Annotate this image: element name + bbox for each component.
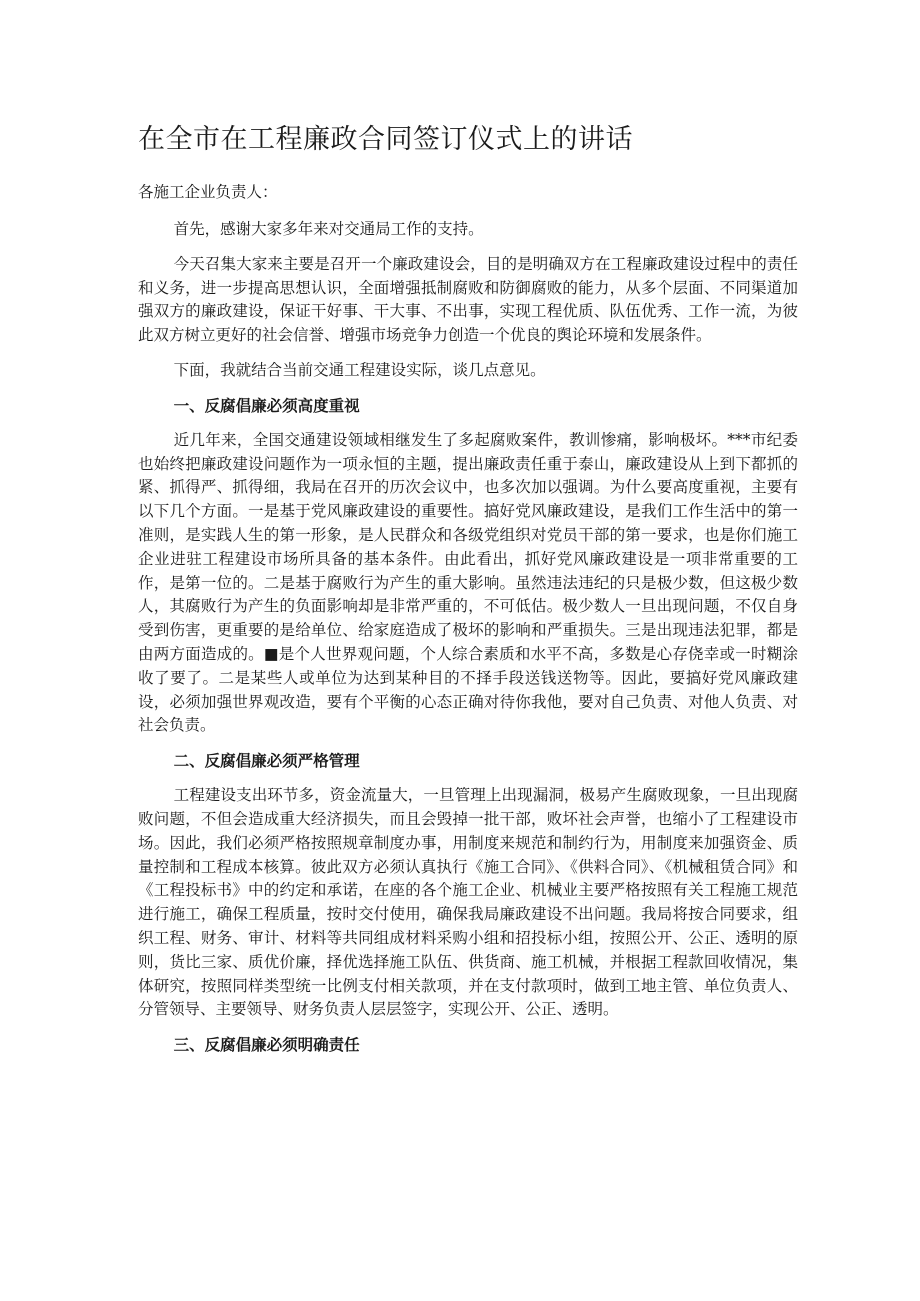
document-page [138,118,798,1068]
intro-paragraph-3: 下面，我就结合当前交通工程建设实际，谈几点意见。 [173,360,546,379]
intro-paragraph-1: 首先，感谢大家多年来对交通局工作的支持。 [173,220,484,238]
intro-paragraph-2: 今天召集大家来主要是召开一个廉政建设会，目的是明确双方在工程廉政建设过程中的责任和义务，进一步提高思想认识，全面增强抵制腐败和防御腐败的能力，从多个层面、不同渠道加强双方的廉政建设，保证干好事、干大事、不出事，实现工程优质、队伍优秀、工作一流，为彼此双方树立更好的社会信誉、增强市场竞争力创造一个优良的舆论环境和发展条件。 [138,254,798,345]
section-heading-3: 三、反腐倡廉必须明确责任 [173,1035,360,1055]
section-heading-2: 二、反腐倡廉必须严格管理 [173,751,360,771]
document-title: 在全市在工程廉政合同签订仪式上的讲话 [138,124,633,155]
section-heading-1: 一、反腐倡廉必须高度重视 [173,395,360,415]
section-2-paragraph: 工程建设支出环节多，资金流量大，一旦管理上出现漏洞，极易产生腐败现象，一旦出现腐败问题，不但会造成重大经济损失，而且会毁掉一批干部，败坏社会声誉，也缩小了工程建设市场。因此，我们必须严格按照规章制度办事，用制度来规范和制约行为，用制度来加强资金、质量控制和工程成本核算。彼此双方必须认真执行《施工合同》、《供料合同》、《机械租赁合同》和《工程投标书》中的约定和承诺，在座的各个施工企业、机械业主要严格按照有关工程施工规范进行施工，确保工程质量，按时交付使用，确保我局廉政建设不出问题。我局将按合同要求，组织工程、财务、审计、材料等共同组成材料采购小组和招投标小组，按照公开、公正、透明的原则，货比三家、质优价廉，择优选择施工队伍、供货商、施工机械，并根据工程款回收情况，集体研究，按照同样类型统一比例支付相关款项，并在支付款项时，做到工地主管、单位负责人、分管领导、主要领导、财务负责人层层签字，实现公开、公正、透明。 [138,786,798,1019]
section-1-paragraph: 近几年来，全国交通建设领域相继发生了多起腐败案件，教训惨痛，影响极坏。***市纪委也始终把廉政建设问题作为一项永恒的主题，提出廉政责任重于泰山，廉政建设从上到下都抓的紧、抓得严、抓得细，我局在召开的历次会议中，也多次加以强调。为什么要高度重视，主要有以下几个方面。一是基于党风廉政建设的重要性。搞好党风廉政建设，是我们工作生活中的第一准则，是实践人生的第一形象，是人民群众和各级党组织对党员干部的第一要求，也是你们施工企业进驻工程建设市场所具备的基本条件。由此看出，抓好党风廉政建设是一项非常重要的工作，是第一位的。二是基于腐败行为产生的重大影响。虽然违法违纪的只是极少数，但这极少数人，其腐败行为产生的负面影响却是非常严重的，不可低估。极少数人一旦出现问题，不仅自身受到伤害，更重要的是给单位、给家庭造成了极坏的影响和严重损失。三是出现违法犯罪，都是由两方面造成的。■是个人世界观问题，个人综合素质和水平不高，多数是心存侥幸或一时糊涂收了要了。二是某些人或单位为达到某种目的不择手段送钱送物等。因此，要搞好党风廉政建设，必须加强世界观改造，要有个平衡的心态正确对待你我他，要对自己负责、对他人负责、对社会负责。 [138,430,798,735]
salutation: 各施工企业负责人： [138,183,278,201]
